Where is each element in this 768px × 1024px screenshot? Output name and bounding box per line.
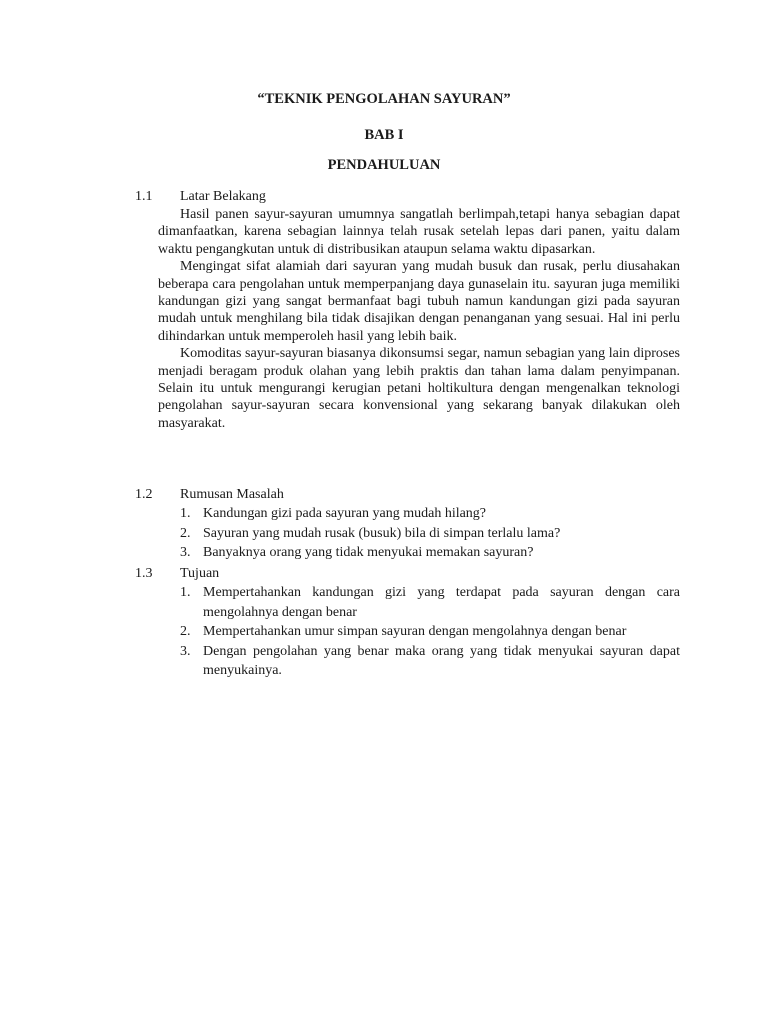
list-item-text: Kandungan gizi pada sayuran yang mudah hilang?	[203, 506, 487, 521]
section-body	[158, 206, 680, 432]
numbered-list	[180, 583, 680, 681]
list-item-number: 2.	[180, 525, 191, 541]
section-title: Latar Belakang	[180, 189, 266, 204]
list-item	[180, 504, 680, 524]
list-item	[180, 583, 680, 622]
paragraph: Komoditas sayur-sayuran biasanya dikonsumsi segar, namun sebagian yang lain diproses menjadi beragam produk olahan yang lebih praktis dan tahan lama dalam penyimpanan. Selain itu untuk mengurangi kerugian petani holtikultura dengan mengenalkan teknologi pengolahan sayur-sayuran secara konvensional yang sekarang banyak dilakukan oleh masyarakat.	[158, 346, 680, 431]
list-item-number: 3.	[180, 643, 191, 659]
list-item-text: Mempertahankan umur simpan sayuran dengan mengolahnya dengan benar	[203, 624, 627, 639]
section-number: 1.3	[135, 566, 153, 581]
paragraph: Hasil panen sayur-sayuran umumnya sangatlah berlimpah,tetapi hanya sebagian dapat dimanfaatkan, karena sebagian lainnya telah rusak setelah lepas dari panen, yaitu dalam waktu pengangkutan untuk di distribusikan ataupun selama waktu dipasarkan.	[158, 207, 680, 257]
list-item	[180, 642, 680, 681]
section-title: Tujuan	[180, 566, 220, 581]
list-item-text: Banyaknya orang yang tidak menyukai memakan sayuran?	[203, 545, 534, 560]
chapter-title: PENDAHULUAN	[327, 157, 441, 173]
numbered-list	[180, 504, 680, 563]
list-item-text: Dengan pengolahan yang benar maka orang yang tidak menyukai sayuran dapat menyukainya.	[203, 643, 680, 678]
section-heading	[135, 485, 680, 504]
section-heading	[135, 187, 680, 206]
section-tujuan	[135, 564, 680, 681]
section-rumusan-masalah	[135, 485, 680, 563]
list-item-number: 2.	[180, 624, 191, 639]
list-item	[180, 622, 680, 642]
list-item-text: Mempertahankan kandungan gizi yang terdapat pada sayuran dengan cara mengolahnya dengan benar	[203, 585, 680, 620]
paragraph: Mengingat sifat alamiah dari sayuran yang mudah busuk dan rusak, perlu diusahakan beberapa cara pengolahan untuk memperpanjang daya gunaselain itu. sayuran juga memiliki kandungan gizi yang sangat bermanfaat bagi tubuh namun kandungan gizi pada sayuran mudah untuk menghilang bila tidak disajikan dengan penanganan yang sesuai. Hal ini perlu dihindarkan untuk memperoleh hasil yang lebih baik.	[158, 259, 680, 344]
section-heading	[135, 564, 680, 583]
list-item	[180, 524, 680, 544]
section-title: Rumusan Masalah	[180, 487, 284, 502]
section-number: 1.1	[135, 189, 153, 204]
list-item-number: 1.	[180, 506, 191, 521]
document-title: “TEKNIK PENGOLAHAN SAYURAN”	[257, 91, 511, 107]
list-item	[180, 543, 680, 563]
list-item-number: 1.	[180, 585, 191, 600]
chapter-label: BAB I	[364, 127, 404, 143]
list-item-number: 3.	[180, 545, 191, 560]
section-latar-belakang	[135, 187, 680, 432]
section-number: 1.2	[135, 487, 153, 502]
list-item-text: Sayuran yang mudah rusak (busuk) bila di simpan terlalu lama?	[203, 525, 561, 541]
